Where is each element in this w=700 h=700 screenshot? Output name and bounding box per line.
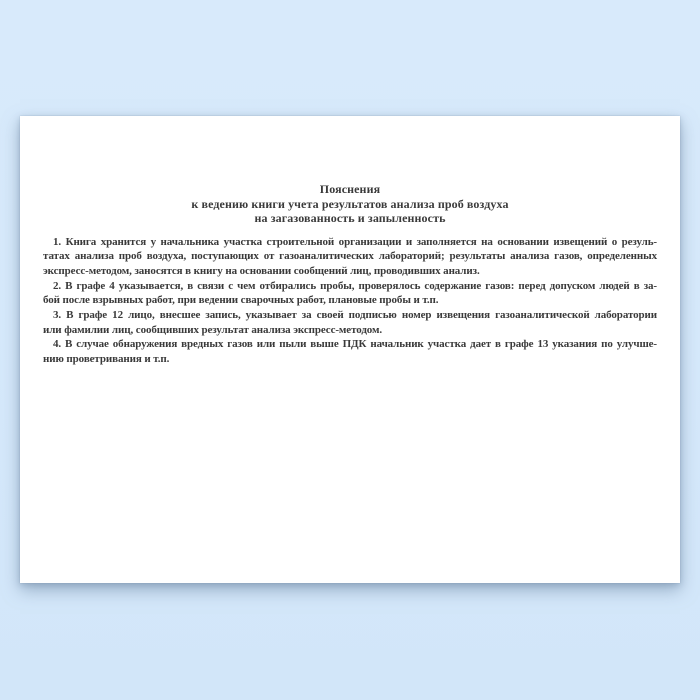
- paragraph-line: нию проветривания и т.п.: [43, 353, 170, 366]
- paragraph-line: бой после взрывных работ, при ведении сварочных работ, плановые пробы и т.п.: [43, 294, 439, 307]
- paragraph-line: 4. В случае обнаружения вредных газов или пыли выше ПДК начальник участка дает в графе 13 указания по улучше-: [53, 338, 657, 351]
- paragraph-line: 2. В графе 4 указывается, в связи с чем отбирались пробы, проверялось содержание газов: перед допуском людей в за-: [53, 279, 657, 292]
- paragraph-line: или фамилии лиц, сообщивших результат анализа экспресс-методом.: [43, 323, 383, 336]
- document-title: [43, 182, 657, 226]
- paragraph-line: 3. В графе 12 лицо, внесшее запись, указывает за своей подписью номер извещения газоаналитической лаборатории: [53, 309, 657, 322]
- title-line-2: к ведению книги учета результатов анализа проб воздуха: [191, 196, 509, 211]
- document-page: [20, 116, 680, 583]
- title-line-3: на загазованность и запыленность: [254, 211, 446, 225]
- paragraph-line: экспресс-методом, заносятся в книгу на основании сообщений лиц, проводивших анализ.: [43, 264, 480, 277]
- document-content: [43, 182, 657, 367]
- title-line-1: Пояснения: [319, 182, 381, 196]
- paragraph-line: татах анализа проб воздуха, поступающих от газоаналитических лабораторий; результаты анализа газов, определенных: [43, 250, 657, 263]
- paragraph-line: 1. Книга хранится у начальника участка строительной организации и заполняется на основании извещений о резуль-: [53, 235, 657, 248]
- document-body: [43, 235, 657, 367]
